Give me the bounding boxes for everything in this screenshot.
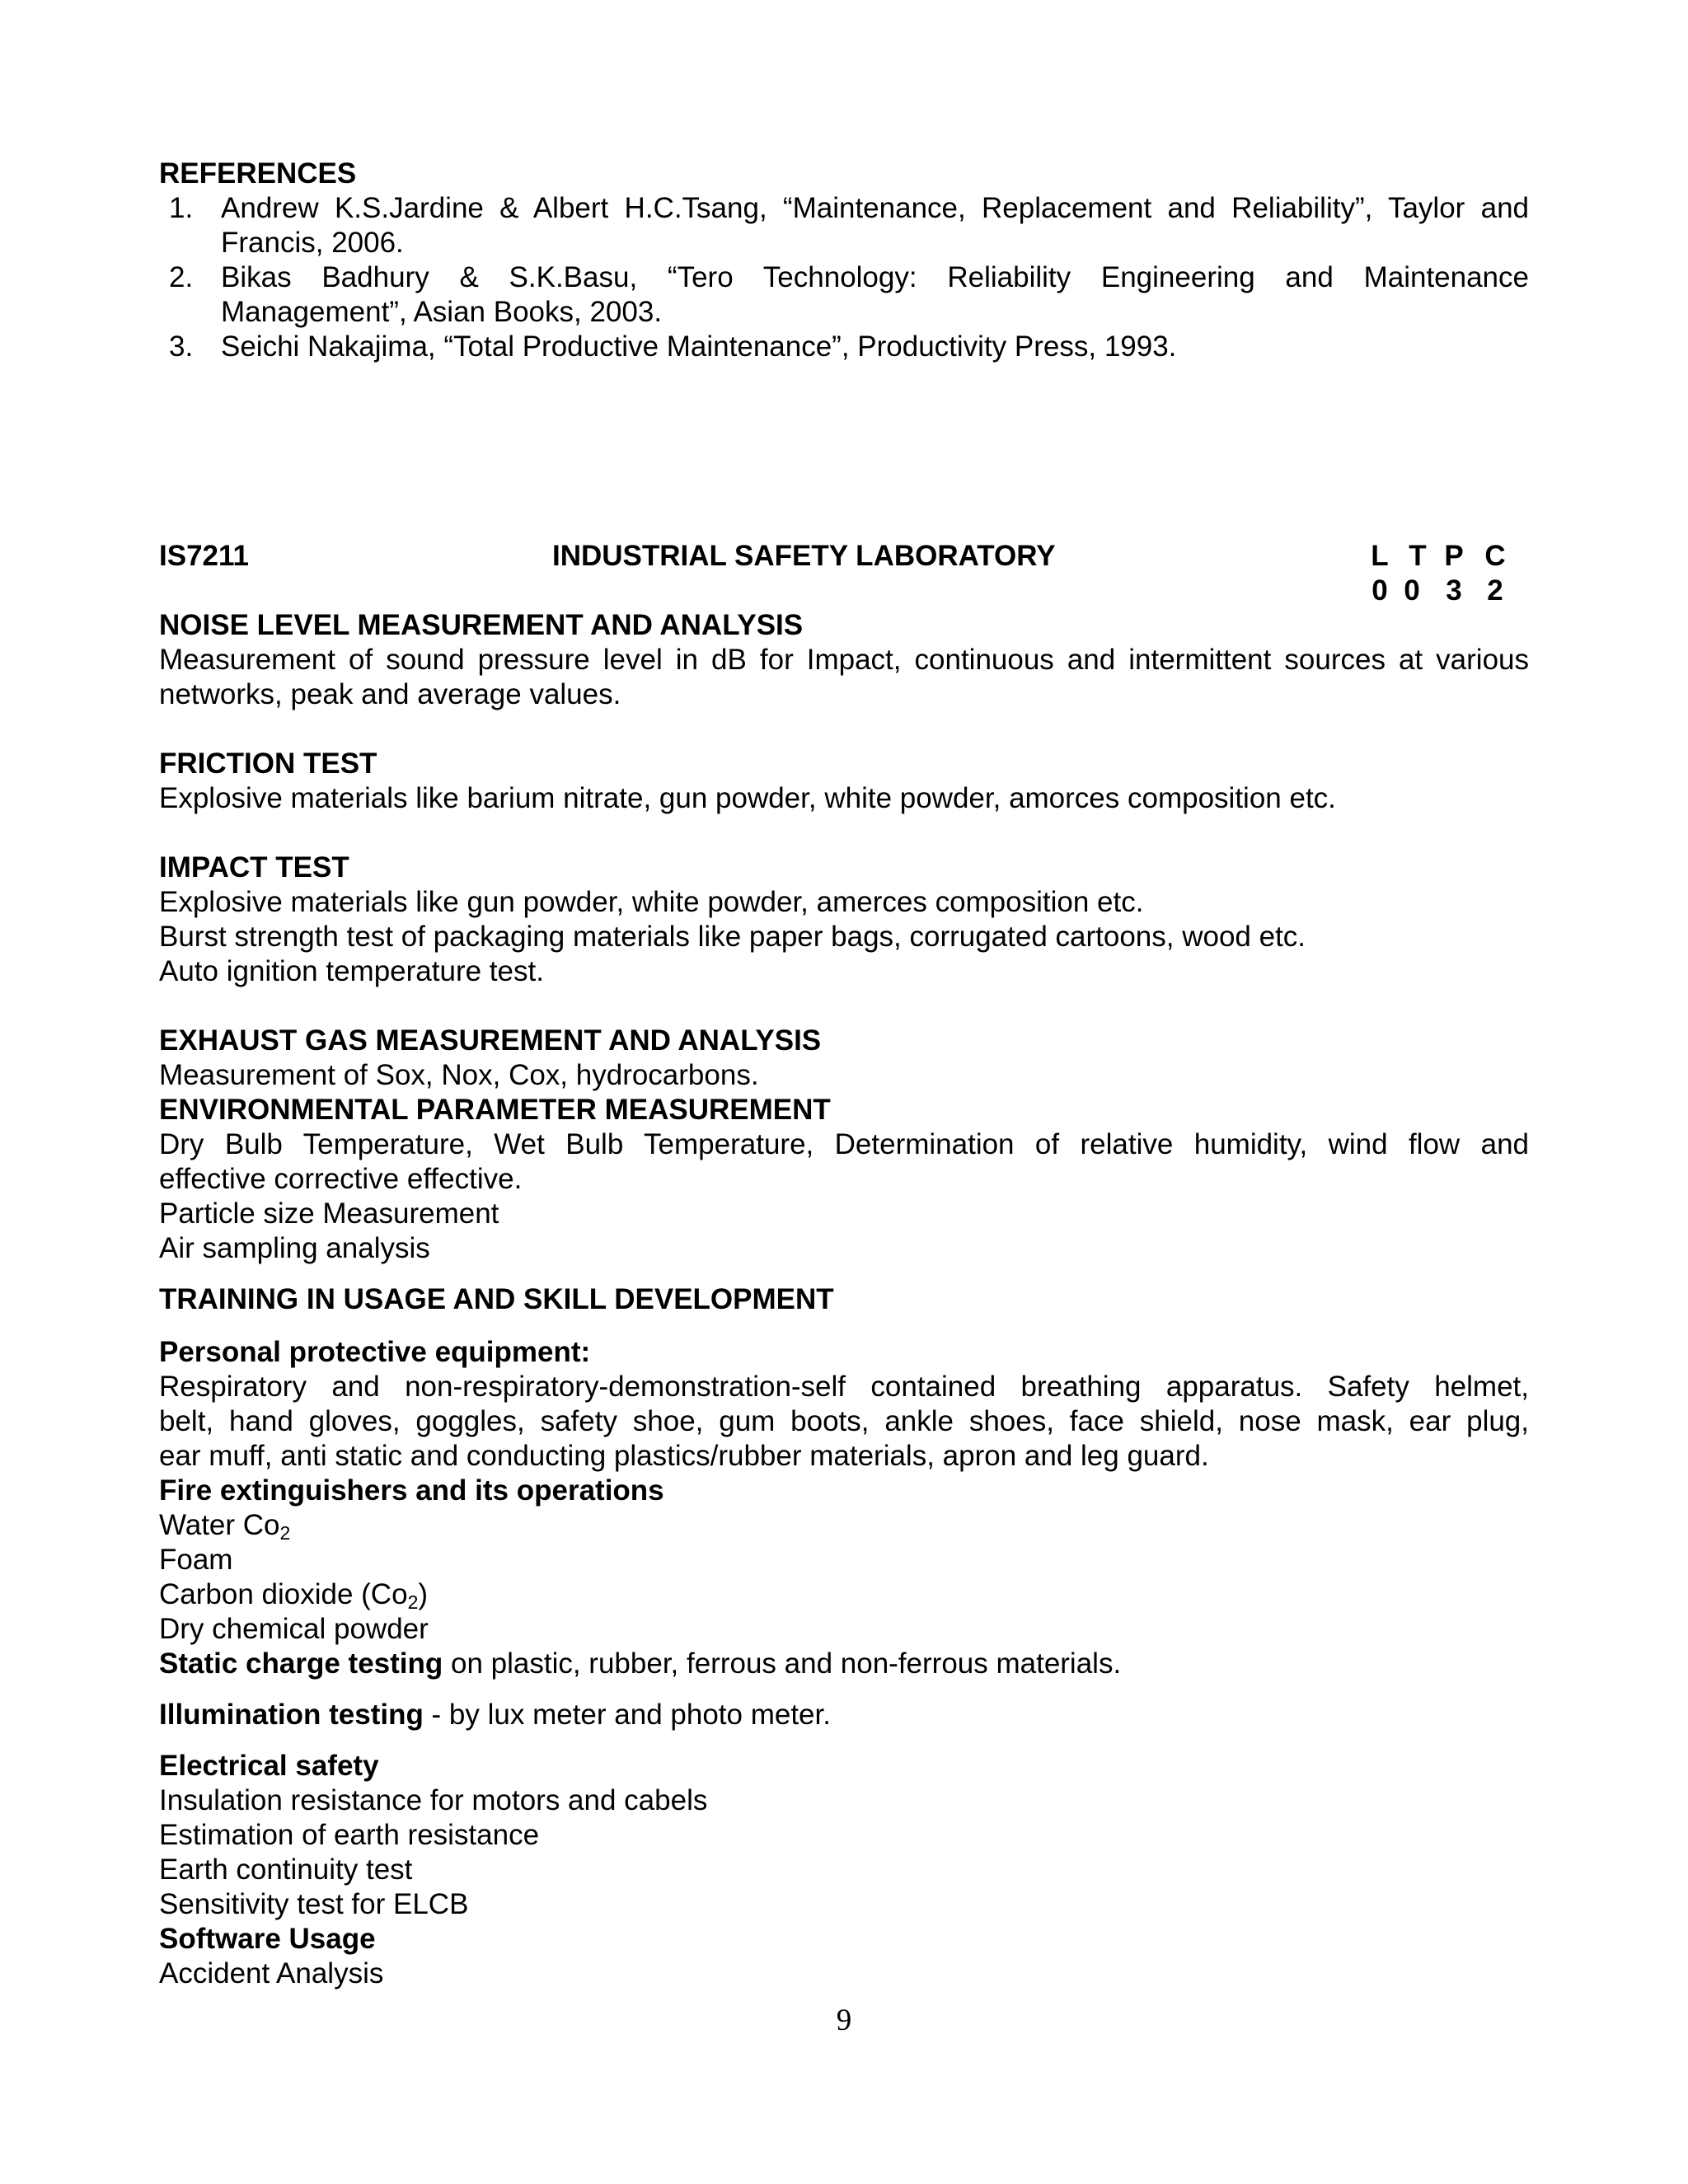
body-line: Earth continuity test bbox=[159, 1854, 413, 1886]
subheading-software-usage: Software Usage bbox=[159, 1923, 376, 1955]
reference-number: 1. bbox=[169, 192, 194, 224]
body-line: effective corrective effective. bbox=[159, 1163, 523, 1195]
body-line bbox=[159, 1508, 290, 1543]
course-code: IS7211 bbox=[159, 540, 249, 572]
reference-line: Management”, Asian Books, 2003. bbox=[221, 296, 663, 328]
body-line: Burst strength test of packaging materials like paper bags, corrugated cartoons, wood etc. bbox=[159, 921, 1306, 953]
reference-line: Seichi Nakajima, “Total Productive Maintenance”, Productivity Press, 1993. bbox=[221, 330, 1177, 363]
body-line: Accident Analysis bbox=[159, 1957, 384, 1990]
body-line: Air sampling analysis bbox=[159, 1232, 430, 1264]
body-line: Explosive materials like barium nitrate, gun powder, white powder, amorces composition etc. bbox=[159, 782, 1336, 814]
static-charge-line bbox=[159, 1647, 1121, 1681]
body-line: networks, peak and average values. bbox=[159, 678, 621, 710]
section-heading-training: TRAINING IN USAGE AND SKILL DEVELOPMENT bbox=[159, 1283, 834, 1315]
reference-line: Bikas Badhury & S.K.Basu, “Tero Technology: Reliability Engineering and Maintenance bbox=[221, 261, 1529, 293]
body-line: Insulation resistance for motors and cabels bbox=[159, 1784, 708, 1816]
reference-number: 3. bbox=[169, 330, 194, 363]
body-line: Estimation of earth resistance bbox=[159, 1819, 540, 1851]
ltpc-value-c: 2 bbox=[1487, 574, 1503, 607]
ltpc-header-c: C bbox=[1484, 540, 1506, 572]
body-line: Particle size Measurement bbox=[159, 1197, 499, 1230]
ltpc-header-l: L bbox=[1371, 540, 1389, 572]
reference-item bbox=[221, 260, 1529, 330]
body-line: Sensitivity test for ELCB bbox=[159, 1888, 469, 1920]
body-line: Measurement of sound pressure level in dB for Impact, continuous and intermittent sources at various bbox=[159, 644, 1529, 676]
section-heading-noise: NOISE LEVEL MEASUREMENT AND ANALYSIS bbox=[159, 609, 804, 641]
static-charge-label: Static charge testing bbox=[159, 1647, 443, 1680]
reference-number: 2. bbox=[169, 261, 194, 293]
fire-co2-close: ) bbox=[418, 1578, 429, 1610]
body-line: Dry Bulb Temperature, Wet Bulb Temperature, Determination of relative humidity, wind flow and bbox=[159, 1128, 1529, 1160]
reference-item bbox=[221, 330, 1529, 364]
page-number: 9 bbox=[836, 2004, 852, 2037]
reference-line: Andrew K.S.Jardine & Albert H.C.Tsang, “Maintenance, Replacement and Reliability”, Taylor and bbox=[221, 192, 1529, 224]
subheading-fire-extinguishers: Fire extinguishers and its operations bbox=[159, 1474, 664, 1507]
body-line: Foam bbox=[159, 1544, 233, 1576]
illumination-line bbox=[159, 1698, 831, 1732]
body-line: Measurement of Sox, Nox, Cox, hydrocarbons. bbox=[159, 1059, 759, 1091]
body-line: ear muff, anti static and conducting plastics/rubber materials, apron and leg guard. bbox=[159, 1440, 1209, 1472]
section-heading-impact: IMPACT TEST bbox=[159, 851, 349, 883]
fire-water-text: Water Co bbox=[159, 1509, 280, 1541]
references-heading: REFERENCES bbox=[159, 157, 357, 190]
ltpc-value-l: 0 bbox=[1372, 574, 1388, 607]
section-heading-friction: FRICTION TEST bbox=[159, 748, 377, 780]
subheading-ppe: Personal protective equipment: bbox=[159, 1336, 591, 1368]
body-line: Dry chemical powder bbox=[159, 1613, 429, 1645]
illumination-text: - by lux meter and photo meter. bbox=[423, 1699, 831, 1731]
course-title: INDUSTRIAL SAFETY LABORATORY bbox=[552, 540, 1056, 572]
ltpc-value-p: 3 bbox=[1446, 574, 1462, 607]
static-charge-text: on plastic, rubber, ferrous and non-ferrous materials. bbox=[443, 1647, 1122, 1680]
section-heading-exhaust: EXHAUST GAS MEASUREMENT AND ANALYSIS bbox=[159, 1024, 822, 1057]
body-line bbox=[159, 1577, 428, 1612]
illumination-label: Illumination testing bbox=[159, 1699, 424, 1731]
body-line: Respiratory and non-respiratory-demonstration-self contained breathing apparatus. Safety helmet, bbox=[159, 1371, 1529, 1403]
section-heading-environment: ENVIRONMENTAL PARAMETER MEASUREMENT bbox=[159, 1094, 831, 1126]
ltpc-header-t: T bbox=[1409, 540, 1427, 572]
subscript: 2 bbox=[407, 1591, 419, 1613]
reference-line: Francis, 2006. bbox=[221, 227, 404, 259]
body-line: Auto ignition temperature test. bbox=[159, 955, 544, 987]
reference-item bbox=[221, 191, 1529, 260]
body-line: Explosive materials like gun powder, white powder, amerces composition etc. bbox=[159, 886, 1144, 918]
fire-co2-text: Carbon dioxide (Co bbox=[159, 1578, 408, 1610]
ltpc-header-p: P bbox=[1444, 540, 1464, 572]
subheading-electrical-safety: Electrical safety bbox=[159, 1750, 379, 1782]
ltpc-value-t: 0 bbox=[1404, 574, 1420, 607]
subscript: 2 bbox=[279, 1522, 291, 1544]
body-line: belt, hand gloves, goggles, safety shoe, gum boots, ankle shoes, face shield, nose mask, ear plug, bbox=[159, 1405, 1529, 1437]
